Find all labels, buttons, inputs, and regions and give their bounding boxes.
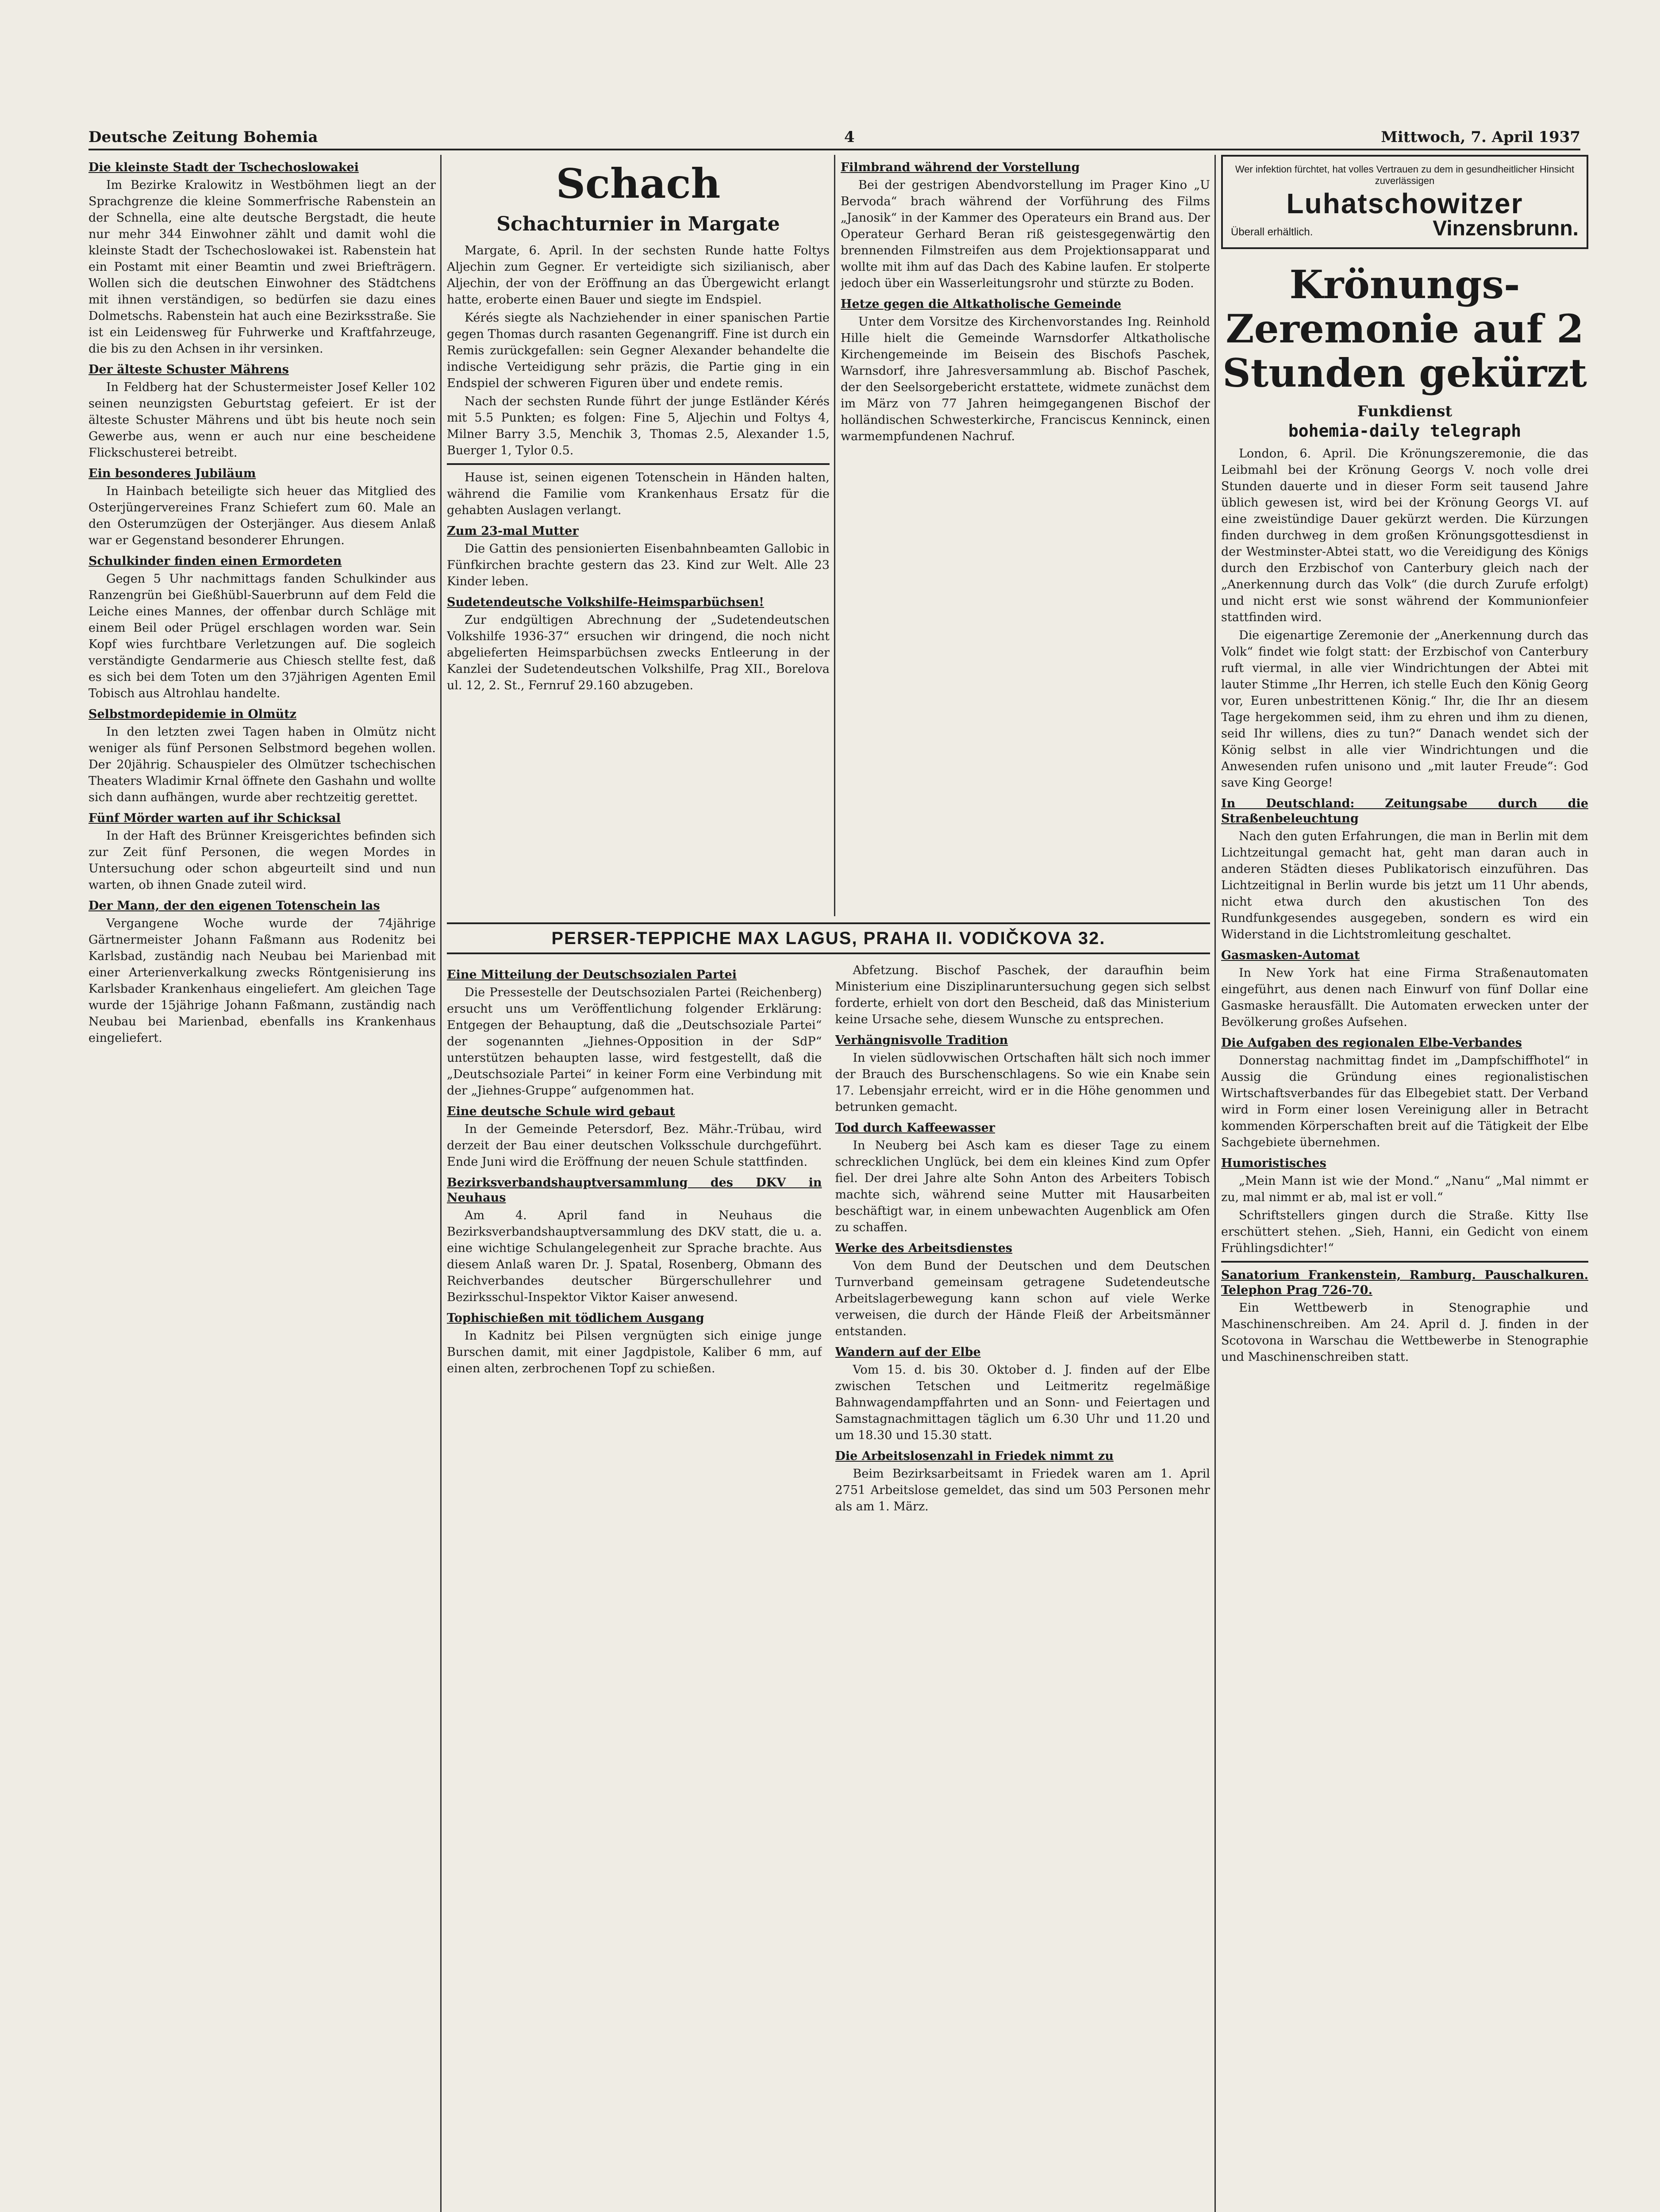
article-text: Unter dem Vorsitze des Kirchenvorstandes Ing. Reinhold Hille hielt die Gemeinde Warnsdorfer Altkatholische Kirchengemeinde im Beisein des Bischofs Paschek, Warnsdorf, ihre Jahresversammlung ab. Bischof Paschek, der den Seelsorgebericht erstattete, widmete zunächst dem im März von 77 Jahren heimgegangenen Bischof der holländischen Schwesterkirche, Franciscus Kenninck, einen warmempfundenen Nachruf. (841, 315, 1210, 443)
article-text: Ein Wettbewerb in Stenographie und Maschinenschreiben. Am 24. April d. J. finden in der Scotovona in Warschau die Wettbewerbe in Stenographie und Maschinenschreiben statt. (1221, 1301, 1588, 1364)
article-heading: Schulkinder finden einen Ermordeten (88, 554, 342, 568)
wire-service-name: bohemia-daily telegraph (1288, 421, 1522, 441)
ad-spring-name: Vinzensbrunn. (1433, 217, 1579, 240)
column-4 (1221, 155, 1588, 2212)
article-heading: Tophischießen mit tödlichem Ausgang (447, 1311, 704, 1325)
article-text: Die eigenartige Zeremonie der „Anerkennung durch das Volk“ findet wie folgt statt: der Erzbischof von Canterbury ruft viermal, in alle vier Windrichtungen der Abtei mit lauter Stimme „Ihr Herren, ich stelle Euch den König Georg vor, Euren unbestrittenen König.“ Ihr, die Ihr an diesem Tage hergekommen seid, ihm zu ehren und ihm zu dienen, seid Ihr willens, dies zu tun?“ Danach wendet sich der König selbst in alle vier Windrichtungen und die Anwesenden rufen unisono und „mit lauter Freude“: God save King George! (1221, 629, 1588, 790)
article-heading: Sudetendeutsche Volkshilfe-Heimsparbüchsen! (447, 595, 765, 609)
article-heading: Humoristisches (1221, 1156, 1326, 1170)
article-text: Schriftstellers gingen durch die Straße. Kitty Ilse erschüttert stehen. „Sieh, Hanni, ein Gedicht von einem Frühlingsdichter!“ (1221, 1209, 1588, 1255)
article-heading: Fünf Mörder warten auf ihr Schicksal (88, 811, 341, 825)
article-text: In der Haft des Brünner Kreisgerichtes befinden sich zur Zeit fünf Personen, die wegen Mordes in Untersuchung oder schon abgeurteilt sind und nun warten, ob ihnen Gnade zuteil wird. (88, 829, 436, 892)
article-text: In den letzten zwei Tagen haben in Olmütz nicht weniger als fünf Personen Selbstmord begehen wollen. Der 20jährig. Schauspieler des Olmützer tschechischen Theaters Wladimir Krnal öffnete den Gashahn und wollte sich dann aufhängen, wurde aber rechtzeitig gerettet. (88, 725, 436, 804)
article-text: Beim Bezirksarbeitsamt in Friedek waren am 1. April 2751 Arbeitslose gemeldet, das sind um 503 Personen mehr als am 1. März. (835, 1467, 1210, 1513)
article-text: Margate, 6. April. In der sechsten Runde hatte Foltys Aljechin zum Gegner. Er verteidigte sich sizilianisch, aber Aljechin, der von der Eröffnung an das Übergewicht erlangt hatte, eroberte einen Bauer und siegte im Endspiel. (447, 244, 830, 307)
article-text: Vergangene Woche wurde der 74jährige Gärtnermeister Johann Faßmann aus Rodenitz bei Karlsbad, zuständig nach Neubau bei Marienbad mit einer Arterienverkalkung zwecks Röntgenisierung ins Karlsbader Krankenhaus eingeliefert. Am gleichen Tage wurde der 15jährige Johann Faßmann, zuständig nach Neubau bei Marienbad, ebenfalls ins Krankenhaus eingeliefert. (88, 917, 436, 1045)
article-heading: Zum 23-mal Mutter (447, 524, 579, 538)
article-text: Gegen 5 Uhr nachmittags fanden Schulkinder aus Ranzengrün bei Gießhübl-Sauerbrunn auf dem Feld die Leiche eines Mannes, der offenbar durch Schläge mit einem Beil oder Prügel erschlagen worden war. Sein Kopf wies furchtbare Verletzungen auf. Die sogleich verständigte Gendarmerie aus Chiesch stellte fest, daß es sich bei dem Toten um den 37jährigen Agenten Emil Tobisch aus Altrohlau handelte. (88, 572, 436, 700)
chess-section-title: Schach (556, 160, 721, 207)
article-text: London, 6. April. Die Krönungszeremonie, die das Leibmahl bei der Krönung Georgs V. noch volle drei Stunden dauerte und in dieser Form seit tausend Jahre üblich gewesen ist, wird bei der Krönung Georgs VI. auf eine zweistündige Dauer gekürzt werden. Die Kürzungen finden durchweg in dem großen Krönungsgottesdienst in der Westminster-Abtei statt, wo die Vereidigung des Königs durch den Erzbischof von Canterbury gleich nach der „Anerkennung durch das Volk“ (die durch Zurufe erfolgt) und nicht erst wie sonst während der Kommunionfeier stattfinden wird. (1221, 447, 1588, 624)
main-headline: Krönungs-Zeremonie auf 2 Stunden gekürzt (1222, 261, 1587, 396)
article-text: Von dem Bund der Deutschen und dem Deutschen Turnverband gemeinsam getragene Sudetendeutsche Arbeitslagerbewegung kann schon auf viele Werke verweisen, die durch der Hände Fleiß der Arbeitsmänner entstanden. (835, 1259, 1210, 1338)
article-text: Abfetzung. Bischof Paschek, der daraufhin beim Ministerium eine Disziplinaruntersuchung gegen sich selbst forderte, erhielt von dort den Bescheid, daß das Ministerium keine Ursache sehe, diesem Wunsche zu entsprechen. (835, 964, 1210, 1026)
newspaper-name: Deutsche Zeitung Bohemia (88, 128, 318, 146)
article-heading: Gasmasken-Automat (1221, 949, 1360, 962)
column-rule (834, 155, 835, 916)
article-heading: Hetze gegen die Altkatholische Gemeinde (841, 297, 1122, 311)
article-heading: Selbstmordepidemie in Olmütz (88, 707, 297, 721)
article-text: In Kadnitz bei Pilsen vergnügten sich einige junge Burschen damit, mit einer Jagdpistole, Kaliber 6 mm, auf einen alten, zerbrochenen Topf zu schießen. (447, 1329, 822, 1375)
article-heading: Die Aufgaben des regionalen Elbe-Verbandes (1221, 1036, 1522, 1050)
article-heading: Sanatorium Frankenstein, Ramburg. Pauschalkuren. Telephon Prag 726-70. (1221, 1268, 1588, 1297)
article-text: Die Gattin des pensionierten Eisenbahnbeamten Gallobic in Fünfkirchen brachte gestern das 23. Kind zur Welt. Alle 23 Kinder leben. (447, 542, 830, 588)
article-heading: Tod durch Kaffeewasser (835, 1121, 995, 1135)
mineral-water-advertisement (1221, 155, 1588, 249)
ad-tagline: Wer infektion fürchtet, hat volles Vertrauen zu dem in gesundheitlicher Hinsicht zuverlässigen (1235, 164, 1575, 186)
article-heading: In Deutschland: Zeitungsabe durch die Straßenbeleuchtung (1221, 797, 1588, 826)
article-heading: Die kleinste Stadt der Tschechoslowakei (88, 161, 359, 174)
article-text: In der Gemeinde Petersdorf, Bez. Mähr.-Trübau, wird derzeit der Bau einer deutschen Volksschule durchgeführt. Ende Juni wird die Eröffnung der neuen Schule stattfinden. (447, 1122, 822, 1169)
article-text: Bei der gestrigen Abendvorstellung im Prager Kino „U Bervoda“ brach während der Vorführung des Films „Janosik“ in der Kammer des Operateurs ein Brand aus. Der Operateur Gerhard Beran riß geistesgegenwärtig den brennenden Filmstreifen aus dem Projektionsapparat und wollte mit ihm auf das Dach des Kabine laufen. Er stolperte jedoch über ein Wasserleitungsrohr und stürzte zu Boden. (841, 178, 1210, 290)
article-heading: Die Arbeitslosenzahl in Friedek nimmt zu (835, 1449, 1114, 1463)
article-text: In New York hat eine Firma Straßenautomaten eingeführt, aus denen nach Einwurf von fünf Dollar eine Gasmaske herausfällt. Die Automaten erwecken unter der Bevölkerung großes Aufsehen. (1221, 966, 1588, 1029)
article-heading: Eine deutsche Schule wird gebaut (447, 1105, 675, 1118)
article-text: Vom 15. d. bis 30. Oktober d. J. finden auf der Elbe zwischen Tetschen und Leitmeritz regelmäßige Bahnwagendampffahrten und an Sonn- und Feiertagen und Samstagnachmittagen täglich um 6.30 Uhr und 11.20 und um 18.30 und 15.30 statt. (835, 1363, 1210, 1442)
ad-availability: Überall erhältlich. (1231, 226, 1313, 238)
column-2 (447, 155, 830, 916)
article-heading: Der Mann, der den eigenen Totenschein las (88, 899, 380, 913)
divider (447, 463, 830, 465)
article-heading: Werke des Arbeitsdienstes (835, 1241, 1013, 1255)
article-text: In Neuberg bei Asch kam es dieser Tage zu einem schrecklichen Unglück, bei dem ein kleines Kind zum Opfer fiel. Der drei Jahre alte Sohn Anton des Arbeiters Tobisch machte sich, während seine Mutter mit Hausarbeiten beschäftigt war, in einem unbewachten Augenblick am Ofen zu schaffen. (835, 1139, 1210, 1234)
article-heading: Wandern auf der Elbe (835, 1345, 981, 1359)
wire-service-label: Funkdienst (1357, 403, 1452, 420)
divider (1221, 1261, 1588, 1263)
lower-column-right (835, 962, 1210, 2212)
article-text: Die Pressestelle der Deutschsozialen Partei (Reichenberg) ersucht uns um Veröffentlichung folgender Erklärung: Entgegen der Behauptung, daß die „Deutschsoziale Partei“ der sogenannten „Jiehnes-Opposition in der SdP“ unterstützen behaupten lasse, wird festgestellt, daß die „Deutschsoziale Partei“ in keiner Form eine Verbindung mit der „Jiehnes-Gruppe“ aufgenommen hat. (447, 986, 822, 1098)
article-heading: Der älteste Schuster Mährens (88, 363, 289, 376)
ad-brand: Luhatschowitzer (1286, 188, 1523, 219)
article-heading: Filmbrand während der Vorstellung (841, 161, 1080, 174)
article-text: Nach den guten Erfahrungen, die man in Berlin mit dem Lichtzeitungal gemacht hat, geht man daran auch in anderen Städten dieses Publikatorisch einzuführen. Das Lichtzeitignal in Berlin wurde bis jetzt um 11 Uhr abends, nicht etwa durch den akustischen Ton des Rundfunkgesendes ausgegeben, sondern es wird ein Widerstand in die Lichtstromleitung geschaltet. (1221, 830, 1588, 941)
article-heading: Ein besonderes Jubiläum (88, 467, 256, 480)
column-3 (841, 155, 1210, 916)
chess-article-title: Schachturnier in Margate (496, 213, 780, 235)
article-text: In Feldberg hat der Schustermeister Josef Keller 102 seinen neunzigsten Geburtstag gefeiert. Er ist der älteste Schuster Mährens und übt bis heute noch sein Gewerbe aus, wenn er auch nur eine bescheidene Flickschusterei betreibt. (88, 380, 436, 460)
article-text: Hause ist, seinen eigenen Totenschein in Händen halten, während die Familie vom Krankenhaus Ersatz für die gehabten Auslagen verlangt. (447, 471, 830, 517)
article-text: Im Bezirke Kralowitz in Westböhmen liegt an der Sprachgrenze die kleine Sommerfrische Rabenstein an der Schnella, eine alte deutsche Bergstadt, die heute nur mehr 344 Einwohner zählt und damit wohl die kleinste Stadt der Tschechoslowakei ist. Rabenstein hat ein Postamt mit einer Beamtin und zwei Briefträgern. Wollen sich die deutschen Einwohner des Städtchens mit ihnen verständigen, so bedürfen sie dazu eines Dolmetschs. Rabenstein hat auch eine Bezirksstraße. Sie ist ein Leidensweg für Fuhrwerke und Kraftfahrzeuge, die bis zu den Achsen in ihr versinken. (88, 178, 436, 356)
carpet-advertisement: PERSER-TEPPICHE MAX LAGUS, PRAHA II. VODIČKOVA 32. (447, 922, 1210, 954)
lower-section (447, 962, 1210, 2212)
issue-date: Mittwoch, 7. April 1937 (1381, 128, 1580, 146)
article-heading: Eine Mitteilung der Deutschsozialen Partei (447, 968, 737, 982)
article-text: Nach der sechsten Runde führt der junge Estländer Kérés mit 5.5 Punkten; es folgen: Fine 5, Aljechin und Foltys 4, Milner Barry 3.5, Menchik 3, Thomas 2.5, Alexander 1.5, Buerger 1, Tylor 0.5. (447, 395, 830, 457)
article-text: Zur endgültigen Abrechnung der „Sudetendeutschen Volkshilfe 1936-37“ ersuchen wir dringend, die noch nicht abgelieferten Heimsparbüchsen zwecks Entleerung in der Kanzlei der Sudetendeutschen Volkshilfe, Prag XII., Borelova ul. 12, 2. St., Fernruf 29.160 abzugeben. (447, 613, 830, 692)
column-rule (1214, 155, 1216, 2212)
page-number: 4 (844, 128, 855, 146)
article-text: In vielen südlovwischen Ortschaften hält sich noch immer der Brauch des Burschenschlagens. So wie ein Knabe sein 17. Lebensjahr erreicht, wird er in die Höhe genommen und betrunken gemacht. (835, 1051, 1210, 1114)
article-text: In Hainbach beteiligte sich heuer das Mitglied des Osterjüngervereines Franz Schiefert zum 60. Male an den Osterumzügen der Osterjänger. Aus diesem Anlaß war er Gegenstand besonderer Ehrungen. (88, 484, 436, 547)
column-rule (440, 155, 442, 2212)
article-heading: Bezirksverbandshauptversammlung des DKV in Neuhaus (447, 1176, 822, 1205)
article-heading: Verhängnisvolle Tradition (835, 1033, 1008, 1047)
article-text: Kérés siegte als Nachziehender in einer spanischen Partie gegen Thomas durch rasanten Gegenangriff. Fine ist durch ein Remis zurückgefallen: sein Gegner Alexander behandelte die indische Verteidigung sehr präzis, die Partie ging in ein Endspiel der schweren Figuren über und endete remis. (447, 311, 830, 390)
article-text: Am 4. April fand in Neuhaus die Bezirksverbandshauptversammlung des DKV statt, die u. a. eine wichtige Schulangelegenheit zur Sprache brachte. Aus diesem Anlaß waren Dr. J. Spatal, Rosenberg, Obmann des Reichverbandes deutscher Bürgerschullehrer und Bezirksschul-Inspektor Viktor Kaiser anwesend. (447, 1209, 822, 1304)
lower-column-left (447, 962, 822, 2212)
article-text: Donnerstag nachmittag findet im „Dampfschiffhotel“ in Aussig die Gründung eines regionalistischen Wirtschaftsverbandes für das Elbegebiet statt. Der Verband wird in Form einer losen Vereinigung aller in Betracht kommenden Körperschaften breit auf die Tätigkeit der Elbe Sachgebiete übernehmen. (1221, 1054, 1588, 1149)
article-text: „Mein Mann ist wie der Mond.“ „Nanu“ „Mal nimmt er zu, mal nimmt er ab, mal ist er voll.“ (1221, 1174, 1588, 1204)
column-1 (88, 155, 436, 2212)
ad-footer (1231, 217, 1579, 240)
page-header (88, 119, 1580, 150)
